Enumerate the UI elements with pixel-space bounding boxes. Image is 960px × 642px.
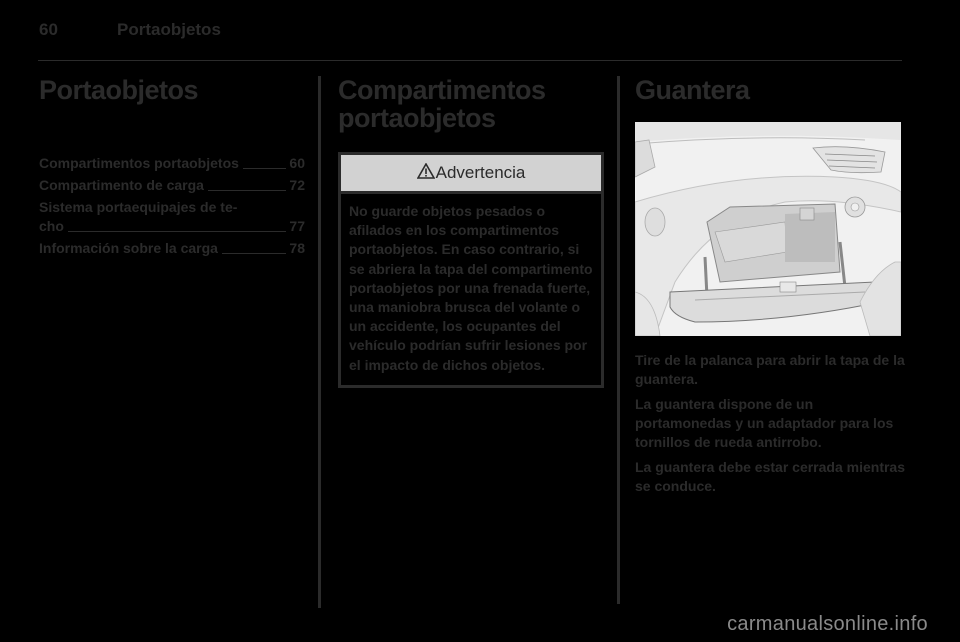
paragraph: Tire de la palanca para abrir la tapa de la guantera.: [635, 352, 905, 387]
column-chapter-contents: [39, 76, 305, 261]
body-text: [635, 351, 905, 496]
header-rule: [38, 60, 902, 61]
toc-entry[interactable]: [39, 198, 305, 236]
toc-entry-page: 60: [289, 155, 305, 171]
paragraph: La guantera dispone de un portamonedas y un adaptador para los tornillos de rueda antirrobo.: [635, 396, 894, 450]
column-divider: [617, 76, 620, 604]
column-storage-compartments: [338, 76, 604, 388]
toc-entry-label: Compartimentos portaobjetos: [39, 155, 239, 171]
chapter-title: Portaobjetos: [39, 75, 199, 105]
glovebox-illustration: [635, 122, 901, 336]
section-title-line1: Compartimentos: [338, 75, 546, 105]
paragraph: La guantera debe estar cerrada mientras se conduce.: [635, 459, 906, 494]
warning-text: No guarde objetos pesados o afilados en los compartimentos portaobjetos. En caso contrario, si se abriera la tapa del compartimento portaobjetos por una frenada fuerte, una maniobra brusca del volante o un accidente, los ocupantes del vehículo podrían sufrir lesiones por el impacto de dichos objetos.: [349, 203, 593, 373]
running-header-title: Portaobjetos: [117, 20, 221, 39]
toc-leader: [68, 231, 287, 232]
toc-entry-label: Sistema portaequipajes de te-: [39, 199, 238, 215]
section-title: Guantera: [635, 75, 750, 105]
table-of-contents: [39, 154, 305, 258]
warning-title: Advertencia: [435, 163, 526, 182]
site-watermark: carmanualsonline.info: [727, 613, 928, 635]
toc-entry-page: 78: [289, 240, 305, 256]
page-number: 60: [39, 20, 58, 39]
warning-box: [338, 152, 604, 388]
toc-entry[interactable]: [39, 239, 305, 258]
warning-triangle-icon: [417, 156, 435, 192]
toc-leader: [208, 190, 286, 191]
section-title-line2: portaobjetos: [338, 103, 496, 133]
toc-entry-page: 77: [289, 218, 305, 234]
toc-leader: [222, 253, 286, 254]
section-title: [338, 76, 604, 132]
toc-entry-label: Compartimento de carga: [39, 177, 204, 193]
toc-entry-page: 72: [289, 177, 305, 193]
toc-leader: [243, 168, 287, 169]
warning-header: [341, 155, 601, 194]
toc-entry[interactable]: [39, 154, 305, 173]
column-glovebox: [635, 76, 905, 502]
toc-entry-label-cont: cho: [39, 218, 64, 234]
column-divider: [318, 76, 321, 608]
toc-entry[interactable]: [39, 176, 305, 195]
toc-entry-label: Información sobre la carga: [39, 240, 218, 256]
